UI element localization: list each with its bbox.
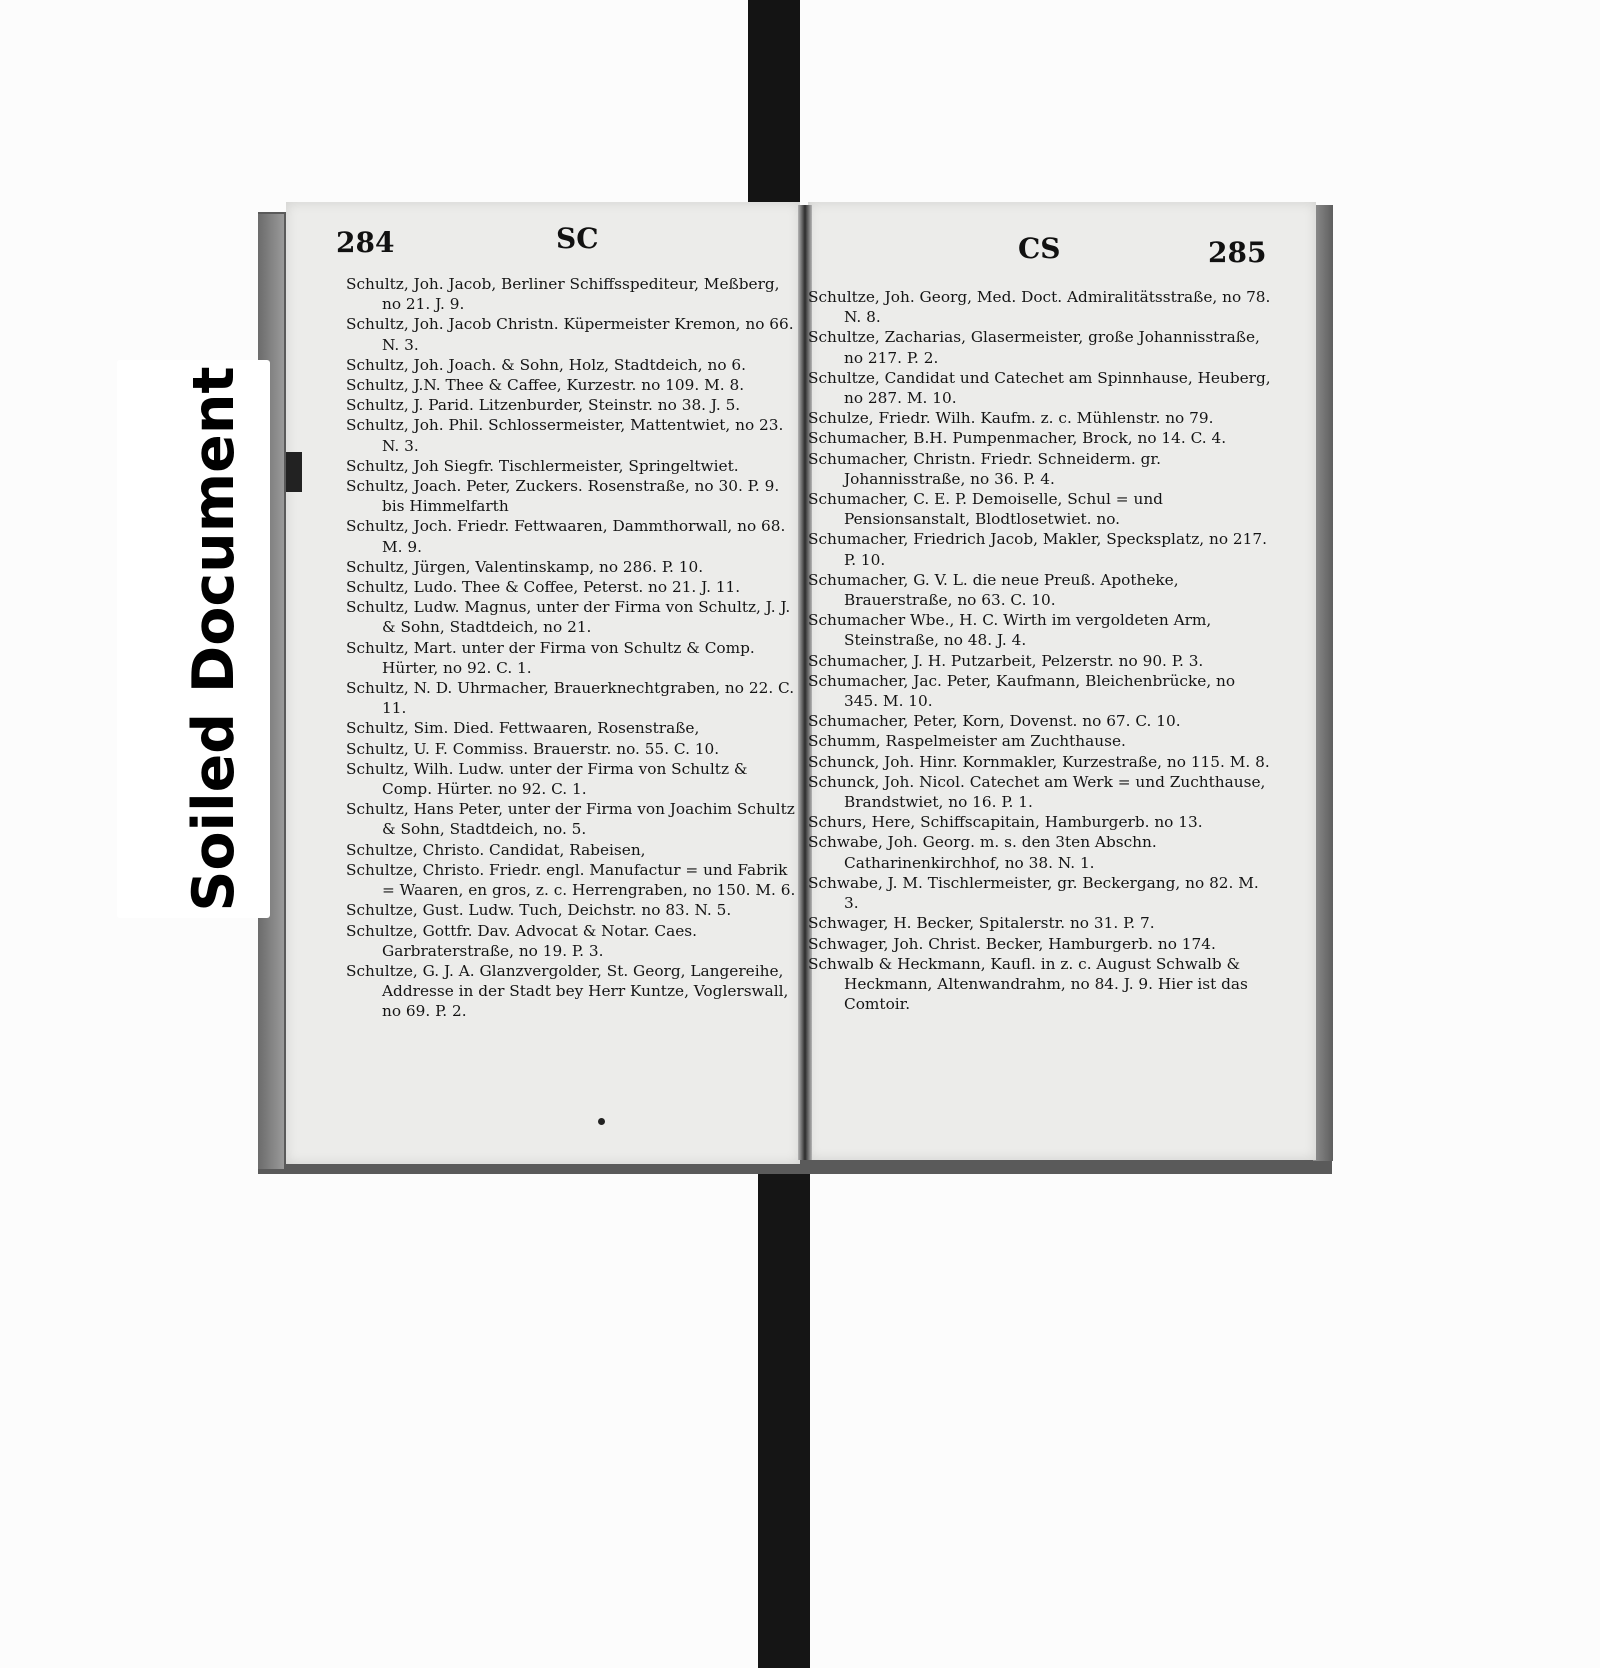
directory-entry: Schultz, Joh. Jacob, Berliner Schiffsspediteur, Meßberg, no 21. J. 9. bbox=[346, 275, 780, 314]
directory-entry: Schultz, Ludo. Thee & Coffee, Peterst. no 21. J. 11. bbox=[346, 578, 741, 597]
directory-entry: Schultz, Mart. unter der Firma von Schultz & Comp. Hürter, no 92. C. 1. bbox=[346, 638, 755, 677]
directory-entry: Schumacher, C. E. P. Demoiselle, Schul = und Pensionsanstalt, Blodtlosetwiet. no. bbox=[808, 490, 1163, 529]
directory-entry: Schultz, J.N. Thee & Caffee, Kurzestr. no 109. M. 8. bbox=[346, 376, 745, 395]
directory-entry: Schultz, Sim. Died. Fettwaaren, Rosenstraße, bbox=[346, 719, 700, 738]
directory-entry: Schumacher, B.H. Pumpenmacher, Brock, no 14. C. 4. bbox=[808, 429, 1227, 448]
directory-entry: Schultze, G. J. A. Glanzvergolder, St. Georg, Langereihe, Addresse in der Stadt bey Herr Kuntze, Voglerswall, no 69. P. 2. bbox=[346, 961, 789, 1021]
directory-entry: Schumacher, Peter, Korn, Dovenst. no 67. C. 10. bbox=[808, 712, 1181, 731]
right-entries-list bbox=[808, 287, 1274, 1014]
directory-entry: Schunck, Joh. Hinr. Kornmakler, Kurzestraße, no 115. M. 8. bbox=[808, 752, 1270, 771]
directory-entry: Schultz, Joch. Friedr. Fettwaaren, Dammthorwall, no 68. M. 9. bbox=[346, 517, 786, 556]
directory-entry: Schurs, Here, Schiffscapitain, Hamburgerb. no 13. bbox=[808, 813, 1203, 832]
directory-entry: Schumacher, J. H. Putzarbeit, Pelzerstr. no 90. P. 3. bbox=[808, 651, 1204, 670]
directory-entry: Schultz, U. F. Commiss. Brauerstr. no. 55. C. 10. bbox=[346, 739, 720, 758]
left-page-number: 284 bbox=[336, 226, 395, 259]
soiled-document-label bbox=[117, 360, 270, 918]
directory-entry: Schultze, Gottfr. Dav. Advocat & Notar. Caes. Garbraterstraße, no 19. P. 3. bbox=[346, 921, 697, 960]
directory-entry: Schultz, J. Parid. Litzenburder, Steinstr. no 38. J. 5. bbox=[346, 396, 741, 415]
directory-entry: Schultze, Candidat und Catechet am Spinnhause, Heuberg, no 287. M. 10. bbox=[808, 368, 1271, 408]
directory-entry: Schultz, N. D. Uhrmacher, Brauerknechtgraben, no 22. C. 11. bbox=[346, 679, 795, 718]
directory-entry: Schultz, Joh Siegfr. Tischlermeister, Springeltwiet. bbox=[346, 456, 739, 475]
directory-entry: Schwalb & Heckmann, Kaufl. in z. c. August Schwalb & Heckmann, Altenwandrahm, no 84. J. 9. Hier ist das Comtoir. bbox=[808, 954, 1248, 1014]
directory-entry: Schultz, Ludw. Magnus, unter der Firma von Schultz, J. J. & Sohn, Stadtdeich, no 21. bbox=[346, 598, 791, 637]
left-running-head: SC bbox=[556, 222, 599, 255]
directory-entry: Schwager, H. Becker, Spitalerstr. no 31. P. 7. bbox=[808, 914, 1155, 933]
directory-entry: Schumacher Wbe., H. C. Wirth im vergoldeten Arm, Steinstraße, no 48. J. 4. bbox=[808, 611, 1212, 650]
left-entries-list bbox=[346, 274, 798, 1022]
directory-entry: Schumacher, G. V. L. die neue Preuß. Apotheke, Brauerstraße, no 63. C. 10. bbox=[808, 570, 1179, 610]
directory-entry: Schultze, Joh. Georg, Med. Doct. Admiralitätsstraße, no 78. N. 8. bbox=[808, 288, 1271, 327]
directory-entry: Schumm, Raspelmeister am Zuchthause. bbox=[808, 732, 1126, 751]
directory-entry: Schwabe, Joh. Georg. m. s. den 3ten Abschn. Catharinenkirchhof, no 38. N. 1. bbox=[808, 833, 1157, 872]
directory-entry: Schumacher, Christn. Friedr. Schneiderm. gr. Johannisstraße, no 36. P. 4. bbox=[808, 449, 1161, 488]
directory-entry: Schultz, Joh. Phil. Schlossermeister, Mattentwiet, no 23. N. 3. bbox=[346, 416, 784, 455]
directory-entry: Schultze, Gust. Ludw. Tuch, Deichstr. no 83. N. 5. bbox=[346, 901, 732, 920]
directory-entry: Schultze, Zacharias, Glasermeister, große Johannisstraße, no 217. P. 2. bbox=[808, 328, 1260, 367]
directory-entry: Schultz, Wilh. Ludw. unter der Firma von Schultz & Comp. Hürter. no 92. C. 1. bbox=[346, 759, 748, 799]
soiled-document-label-text: Soiled Document bbox=[180, 366, 247, 912]
binding-strap-top bbox=[748, 0, 800, 215]
directory-entry: Schultze, Christo. Friedr. engl. Manufactur = und Fabrik = Waaren, en gros, z. c. Herrengraben, no 150. M. 6. bbox=[346, 860, 796, 900]
binding-strap-bottom bbox=[758, 1150, 810, 1668]
directory-entry: Schultze, Christo. Candidat, Rabeisen, bbox=[346, 840, 646, 859]
directory-entry: Schultz, Joh. Jacob Christn. Küpermeister Kremon, no 66. N. 3. bbox=[346, 315, 794, 354]
directory-entry: Schunck, Joh. Nicol. Catechet am Werk = und Zuchthause, Brandstwiet, no 16. P. 1. bbox=[808, 772, 1266, 812]
directory-entry: Schultz, Joh. Joach. & Sohn, Holz, Stadtdeich, no 6. bbox=[346, 355, 747, 374]
directory-entry: Schwager, Joh. Christ. Becker, Hamburgerb. no 174. bbox=[808, 934, 1216, 953]
directory-entry: Schulze, Friedr. Wilh. Kaufm. z. c. Mühlenstr. no 79. bbox=[808, 409, 1214, 428]
right-running-head: CS bbox=[1018, 232, 1061, 265]
directory-entry: Schultz, Jürgen, Valentinskamp, no 286. P. 10. bbox=[346, 557, 704, 576]
book-edge-right bbox=[1313, 205, 1333, 1161]
directory-entry: Schultz, Joach. Peter, Zuckers. Rosenstraße, no 30. P. 9. bis Himmelfarth bbox=[346, 477, 780, 516]
directory-entry: Schultz, Hans Peter, unter der Firma von Joachim Schultz & Sohn, Stadtdeich, no. 5. bbox=[346, 800, 795, 839]
ink-dot bbox=[598, 1118, 605, 1125]
right-page-number: 285 bbox=[1208, 236, 1267, 269]
directory-entry: Schumacher, Friedrich Jacob, Makler, Specksplatz, no 217. P. 10. bbox=[808, 530, 1267, 569]
directory-entry: Schwabe, J. M. Tischlermeister, gr. Beckergang, no 82. M. 3. bbox=[808, 873, 1259, 913]
directory-entry: Schumacher, Jac. Peter, Kaufmann, Bleichenbrücke, no 345. M. 10. bbox=[808, 671, 1236, 711]
